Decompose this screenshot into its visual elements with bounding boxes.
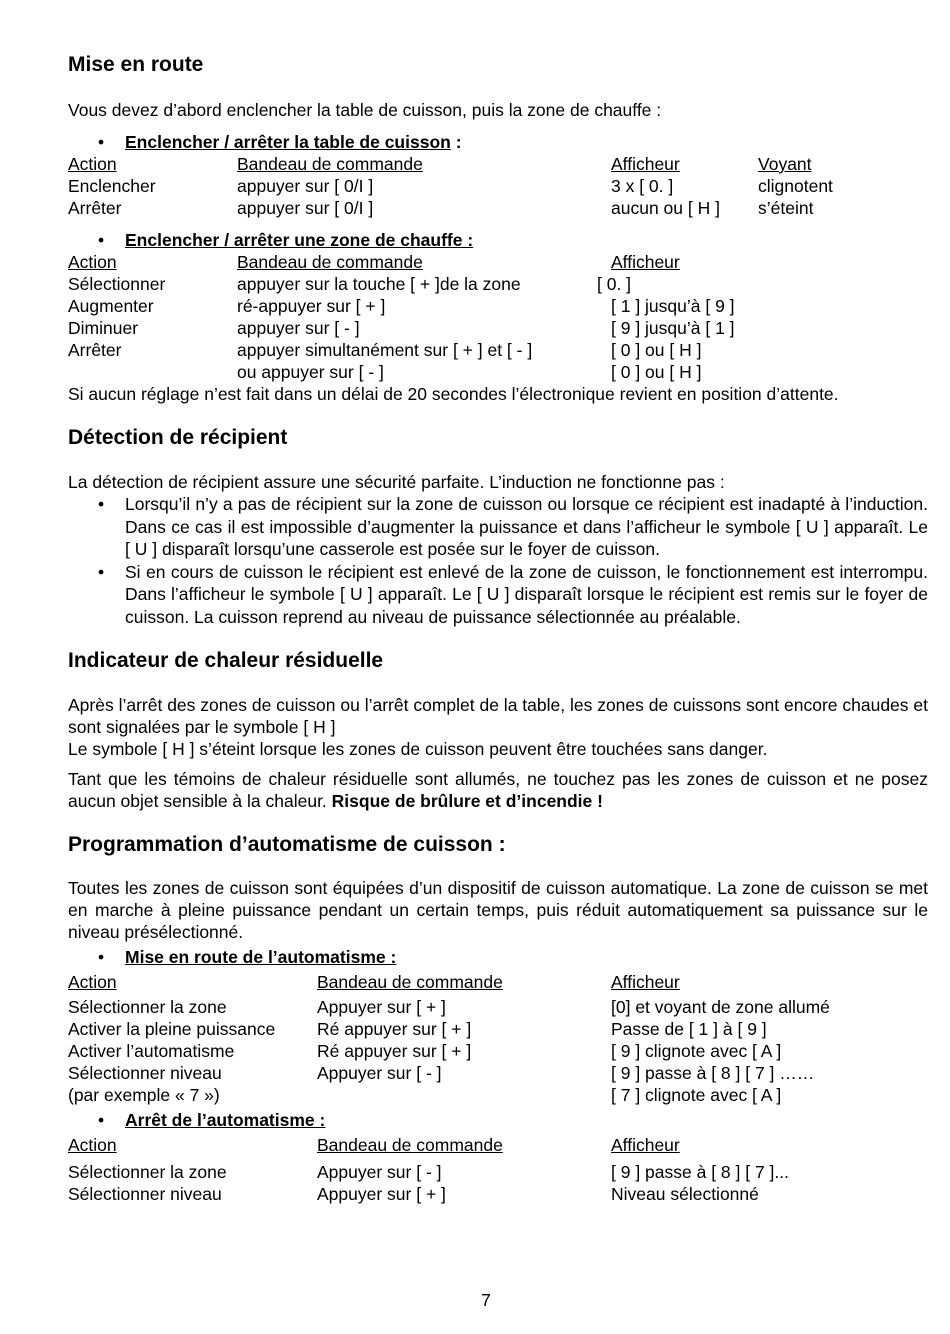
col-header: Bandeau de commande: [237, 154, 423, 174]
table-row: Arrêter appuyer simultanément sur [ + ] et [ - ] [ 0 ] ou [ H ]: [68, 340, 702, 360]
bullet-heading: [68, 946, 928, 968]
intro-paragraph: Vous devez d’abord enclencher la table de cuisson, puis la zone de chauffe :: [68, 100, 662, 120]
bullet-heading-text: Enclencher / arrêter la table de cuisson: [125, 132, 451, 152]
table-row: (par exemple « 7 ») [ 7 ] clignote avec [ A ]: [68, 1085, 782, 1105]
table-row: Sélectionner la zone Appuyer sur [ + ] [0] et voyant de zone allumé: [68, 997, 830, 1017]
bullet-icon: •: [98, 561, 105, 582]
table-row: Sélectionner niveau Appuyer sur [ + ] Niveau sélectionné: [68, 1184, 759, 1204]
table-header-row: Action Bandeau de commande Afficheur: [68, 972, 680, 992]
bullet-icon: •: [98, 1110, 105, 1130]
timeout-note: Si aucun réglage n’est fait dans un délai de 20 secondes l’électronique revient en position d’attente.: [68, 384, 839, 404]
table-row: Activer la pleine puissance Ré appuyer sur [ + ] Passe de [ 1 ] à [ 9 ]: [68, 1019, 767, 1039]
warning-bold: Risque de brûlure et d’incendie !: [331, 791, 603, 811]
bullet-icon: •: [98, 230, 105, 250]
table-row: Sélectionner appuyer sur la touche [ + ]de la zone [ 0. ]: [68, 274, 632, 294]
table-row: Enclencher appuyer sur [ 0/I ] 3 x [ 0. ] clignotent: [68, 176, 833, 196]
bullet-heading-text: Enclencher / arrêter une zone de chauffe :: [125, 230, 474, 250]
col-header: Voyant: [758, 154, 812, 174]
paragraph: Après l’arrêt des zones de cuisson ou l’arrêt complet de la table, les zones de cuissons sont encore chaudes et sont signalées par le symbole [ H ]: [68, 695, 928, 737]
bullet-heading: [68, 229, 928, 251]
intro-paragraph: La détection de récipient assure une sécurité parfaite. L’induction ne fonctionne pas :: [68, 472, 725, 492]
intro-paragraph: Toutes les zones de cuisson sont équipées d’un dispositif de cuisson automatique. La zone de cuisson se met en marche à pleine puissance pendant un certain temps, puis réduit automatiquement sa puissance sur le niveau présélectionné.: [68, 878, 928, 942]
bullet-icon: •: [98, 947, 105, 967]
col-header: Action: [68, 154, 117, 174]
table-row: ou appuyer sur [ - ] [ 0 ] ou [ H ]: [237, 362, 702, 382]
paragraph: Le symbole [ H ] s’éteint lorsque les zones de cuisson peuvent être touchées sans danger.: [68, 739, 768, 759]
table-row: Arrêter appuyer sur [ 0/I ] aucun ou [ H ] s’éteint: [68, 198, 814, 218]
section-title-chaleur: Indicateur de chaleur résiduelle: [68, 649, 384, 672]
bullet-icon: •: [98, 132, 105, 152]
table-row: Sélectionner la zone Appuyer sur [ - ] [ 9 ] passe à [ 8 ] [ 7 ]...: [68, 1162, 790, 1182]
col-header: Afficheur: [611, 154, 680, 174]
section-title-programmation: Programmation d’automatisme de cuisson :: [68, 833, 506, 856]
bullet-list: [68, 493, 928, 628]
table-header-row: Action Bandeau de commande Afficheur: [68, 252, 680, 272]
bullet-heading-text: Arrêt de l’automatisme :: [125, 1110, 326, 1130]
table-row: Augmenter ré-appuyer sur [ + ] [ 1 ] jusqu’à [ 9 ]: [68, 296, 735, 316]
bullet-icon: •: [98, 494, 105, 514]
table-header-row: Action Bandeau de commande Afficheur: [68, 1135, 680, 1155]
bullet-heading: [68, 1109, 928, 1131]
table-header-row: [68, 153, 928, 175]
table-row: Diminuer appuyer sur [ - ] [ 9 ] jusqu’à [ 1 ]: [68, 318, 735, 338]
table-row: Sélectionner niveau Appuyer sur [ - ] [ 9 ] passe à [ 8 ] [ 7 ] ……: [68, 1063, 815, 1083]
warning-paragraph: Tant que les témoins de chaleur résiduelle sont allumés, ne touchez pas les zones de cuisson et ne posez aucun objet sensible à la chaleur. Risque de brûlure et d’incendie !: [68, 769, 928, 811]
bullet-heading-text: Mise en route de l’automatisme :: [125, 947, 397, 967]
bullet-heading: • Enclencher / arrêter la table de cuisson :: [68, 131, 928, 153]
manual-page: [68, 48, 928, 1205]
table-row: Activer l’automatisme Ré appuyer sur [ + ] [ 9 ] clignote avec [ A ]: [68, 1041, 782, 1061]
section-title-mise-en-route: Mise en route: [68, 53, 204, 76]
list-item: • Lorsqu’il n’y a pas de récipient sur la zone de cuisson ou lorsque ce récipient est inadapté à l’induction. Dans ce cas il est impossible d’augmenter la puissance et dans l’afficheur le symbole [ U ] apparaît. Le [ U ] disparaît lorsqu’une casserole est posée sur le foyer de cuisson.: [68, 493, 928, 561]
list-item: • Si en cours de cuisson le récipient est enlevé de la zone de cuisson, le fonctionnement est interrompu. Dans l’afficheur le symbole [ U ] apparaît. Le [ U ] disparaît lorsque le récipient est remis sur le foyer de cuisson. La cuisson reprend au niveau de puissance sélectionnée au préalable.: [68, 561, 928, 629]
section-title-detection: Détection de récipient: [68, 426, 288, 449]
page-number: 7: [481, 1290, 491, 1310]
